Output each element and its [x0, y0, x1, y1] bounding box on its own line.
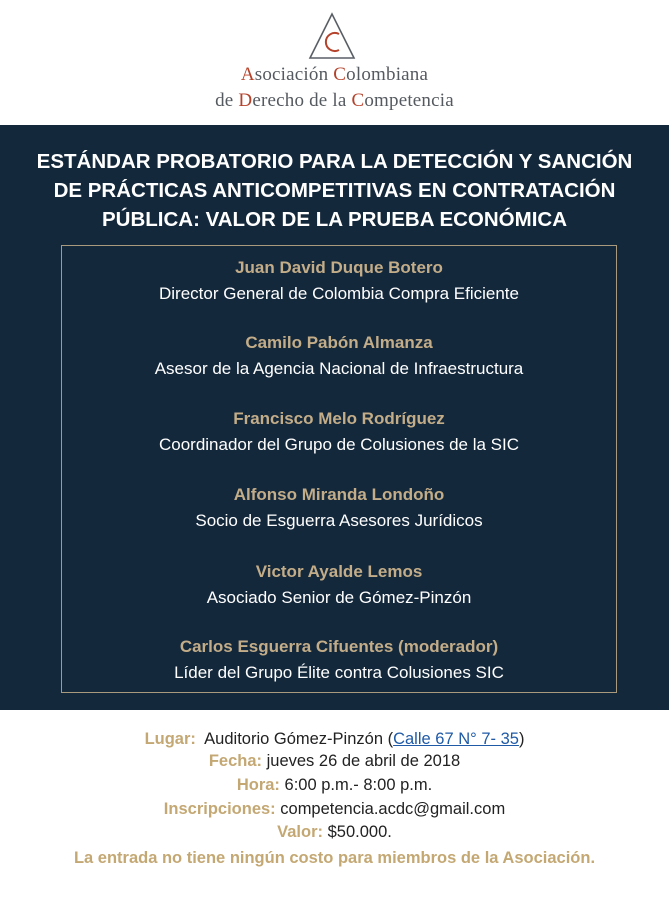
hora-label: Hora: [236, 776, 280, 794]
speaker-role: Coordinador del Grupo de Colusiones de la SIC [158, 435, 520, 454]
membership-note: La entrada no tiene ningún costo para miembros de la Asociación. [73, 849, 596, 867]
detail-inscripciones [0, 800, 669, 819]
speaker [62, 636, 616, 685]
lugar-value: Auditorio Gómez-Pinzón ( [204, 730, 394, 748]
speaker [62, 561, 616, 610]
hora-value: 6:00 p.m.- 8:00 p.m. [284, 776, 433, 794]
speakers-box [61, 245, 617, 693]
event-banner [0, 125, 669, 710]
speaker-role: Socio de Esguerra Asesores Jurídicos [195, 511, 483, 530]
org-name-line2: de Derecho de la Competencia [215, 90, 454, 111]
address-link[interactable]: Calle 67 N° 7- 35 [393, 730, 519, 748]
speaker-name: Camilo Pabón Almanza [245, 333, 433, 352]
inscripciones-label: Inscripciones: [163, 800, 276, 818]
speaker-role: Director General de Colombia Compra Eficiente [159, 284, 519, 303]
detail-fecha [0, 752, 669, 771]
speaker-name: Juan David Duque Botero [235, 258, 443, 277]
speaker-role: Asociado Senior de Gómez-Pinzón [206, 588, 472, 607]
event-details [0, 710, 669, 900]
speaker-role: Asesor de la Agencia Nacional de Infraestructura [154, 359, 524, 378]
detail-hora [0, 776, 669, 795]
fecha-label: Fecha: [208, 752, 263, 770]
org-name-line1: Asociación Colombiana [240, 64, 429, 85]
valor-label: Valor: [277, 823, 324, 841]
title-line: PÚBLICA: VALOR DE LA PRUEBA ECONÓMICA [101, 208, 568, 231]
speaker-name: Francisco Melo Rodríguez [233, 409, 445, 428]
detail-valor [0, 823, 669, 842]
title-line: ESTÁNDAR PROBATORIO PARA LA DETECCIÓN Y SANCIÓN [36, 150, 633, 173]
speaker-name: Carlos Esguerra Cifuentes (moderador) [179, 637, 499, 656]
speaker-name: Alfonso Miranda Londoño [233, 485, 445, 504]
detail-lugar: Lugar: Auditorio Gómez-Pinzón (Calle 67 N° 7- 35) [144, 730, 525, 748]
speaker [62, 332, 616, 381]
title-line: DE PRÁCTICAS ANTICOMPETITIVAS EN CONTRATACIÓN [53, 179, 616, 202]
inscripciones-email[interactable]: competencia.acdc@gmail.com [280, 800, 506, 818]
association-logo-icon [306, 12, 358, 60]
event-title [30, 147, 639, 234]
speaker-role: Líder del Grupo Élite contra Colusiones SIC [174, 663, 504, 682]
lugar-label: Lugar: [144, 730, 196, 748]
speaker [62, 408, 616, 457]
header [0, 0, 669, 125]
speaker-name: Victor Ayalde Lemos [255, 562, 423, 581]
fecha-value: jueves 26 de abril de 2018 [266, 752, 461, 770]
speaker [62, 257, 616, 306]
speaker [62, 484, 616, 533]
valor-value: $50.000. [327, 823, 392, 841]
